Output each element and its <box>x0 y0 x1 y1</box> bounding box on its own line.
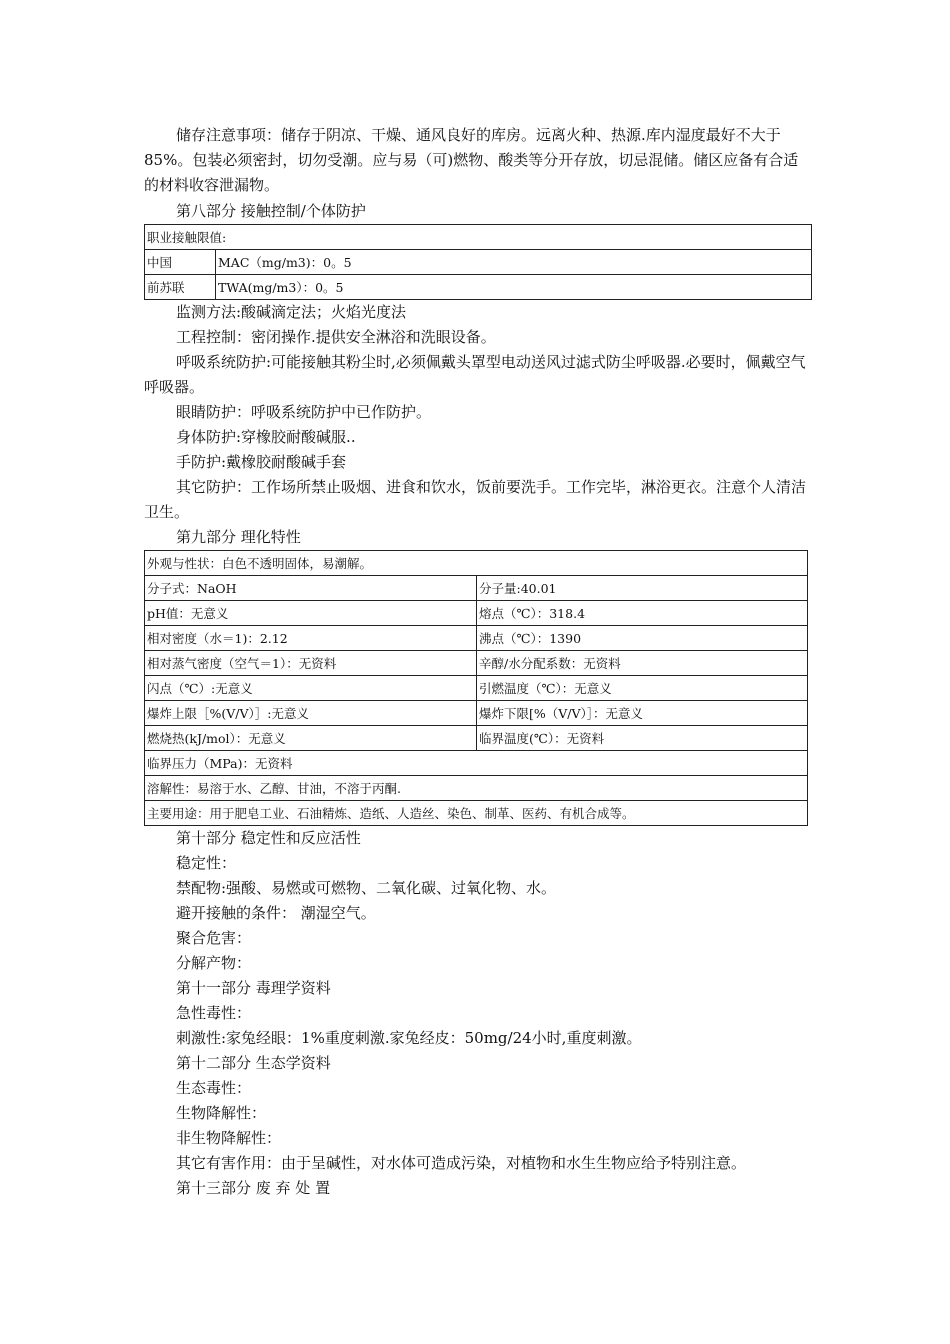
section-8-heading: 第八部分 接触控制/个体防护 <box>176 202 366 220</box>
table-row <box>145 676 808 701</box>
decomposition-products: 分解产物： <box>176 954 252 972</box>
critical-pressure-cell: 临界压力（MPa)：无资料 <box>145 751 808 776</box>
property-cell: 燃烧热(kJ/mol）：无意义 <box>145 726 477 751</box>
storage-paragraph: 储存注意事项：储存于阴凉、干燥、通风良好的库房。远离火种、热源.库内湿度最好不大于85%。包装必须密封，切勿受潮。应与易（可)燃物、酸类等分开存放，切忌混储。储区应备有合适的材料收容泄漏物。 <box>144 126 799 194</box>
property-cell: 沸点（℃）：1390 <box>477 626 808 651</box>
respiratory-protection: 呼吸系统防护:可能接触其粉尘时,必须佩戴头罩型电动送风过滤式防尘呼吸器.必要时，佩戴空气呼吸器。 <box>144 353 806 396</box>
other-protection: 其它防护：工作场所禁止吸烟、进食和饮水，饭前要洗手。工作完毕，淋浴更衣。注意个人清洁卫生。 <box>144 478 807 521</box>
table-row <box>145 726 808 751</box>
section-12-heading: 第十二部分 生态学资料 <box>176 1054 331 1072</box>
polymerization-hazard: 聚合危害： <box>176 929 252 947</box>
table-row <box>145 751 808 776</box>
exposure-limits-header: 职业接触限值: <box>145 225 812 250</box>
property-cell: 熔点（℃）：318.4 <box>477 601 808 626</box>
property-cell: 临界温度(℃）：无资料 <box>477 726 808 751</box>
table-row <box>145 551 808 576</box>
table-row <box>145 626 808 651</box>
property-cell: 相对蒸气密度（空气＝1）：无资料 <box>145 651 477 676</box>
engineering-control: 工程控制：密闭操作.提供安全淋浴和洗眼设备。 <box>176 328 496 346</box>
non-biodegradability: 非生物降解性： <box>176 1129 282 1147</box>
property-cell: 爆炸下限[%（V/V）］：无意义 <box>477 701 808 726</box>
table-row <box>145 275 812 300</box>
hand-protection: 手防护:戴橡胶耐酸碱手套 <box>176 453 347 471</box>
section-11-heading: 第十一部分 毒理学资料 <box>176 979 331 997</box>
property-cell: 引燃温度（℃）：无意义 <box>477 676 808 701</box>
stability: 稳定性： <box>176 854 237 872</box>
properties-table <box>144 550 808 826</box>
conditions-to-avoid: 避开接触的条件： 潮湿空气。 <box>176 904 376 922</box>
appearance-cell: 外观与性状：白色不透明固体，易潮解。 <box>145 551 808 576</box>
limit-cell: TWA(mg/m3）：0。5 <box>216 275 812 300</box>
incompatible-materials: 禁配物:强酸、易燃或可燃物、二氧化碳、过氧化物、水。 <box>176 879 557 897</box>
country-cell: 中国 <box>145 250 216 275</box>
table-row <box>145 601 808 626</box>
property-cell: pH值：无意义 <box>145 601 477 626</box>
table-row <box>145 776 808 801</box>
ecotoxicity: 生态毒性： <box>176 1079 252 1097</box>
exposure-limits-table <box>144 224 812 300</box>
other-harmful-effects: 其它有害作用：由于呈碱性，对水体可造成污染，对植物和水生生物应给予特别注意。 <box>176 1154 747 1172</box>
solubility-cell: 溶解性：易溶于水、乙醇、甘油，不溶于丙酮. <box>145 776 808 801</box>
section-9-heading: 第九部分 理化特性 <box>176 528 301 546</box>
eye-protection: 眼睛防护：呼吸系统防护中已作防护。 <box>176 403 432 421</box>
uses-cell: 主要用途：用于肥皂工业、石油精炼、造纸、人造丝、染色、制革、医药、有机合成等。 <box>145 801 808 826</box>
property-cell: 分子量:40.01 <box>477 576 808 601</box>
body-protection: 身体防护:穿橡胶耐酸碱服.. <box>176 428 356 446</box>
table-row <box>145 576 808 601</box>
acute-toxicity: 急性毒性： <box>176 1004 252 1022</box>
property-cell: 爆炸上限［%(V/V）］:无意义 <box>145 701 477 726</box>
country-cell: 前苏联 <box>145 275 216 300</box>
section-10-heading: 第十部分 稳定性和反应活性 <box>176 829 361 847</box>
monitoring-method: 监测方法:酸碱滴定法；火焰光度法 <box>176 303 407 321</box>
limit-cell: MAC（mg/m3)：0。5 <box>216 250 812 275</box>
property-cell: 分子式：NaOH <box>145 576 477 601</box>
table-row <box>145 250 812 275</box>
biodegradability: 生物降解性： <box>176 1104 267 1122</box>
property-cell: 辛醇/水分配系数：无资料 <box>477 651 808 676</box>
document-page <box>144 123 812 1201</box>
section-13-heading: 第十三部分 废 弃 处 置 <box>176 1179 331 1197</box>
table-row <box>145 801 808 826</box>
property-cell: 相对密度（水＝1)：2.12 <box>145 626 477 651</box>
table-row <box>145 651 808 676</box>
table-row <box>145 701 808 726</box>
irritation: 刺激性:家兔经眼：1%重度刺激.家兔经皮：50mg/24小时,重度刺激。 <box>176 1029 642 1047</box>
property-cell: 闪点（℃）:无意义 <box>145 676 477 701</box>
